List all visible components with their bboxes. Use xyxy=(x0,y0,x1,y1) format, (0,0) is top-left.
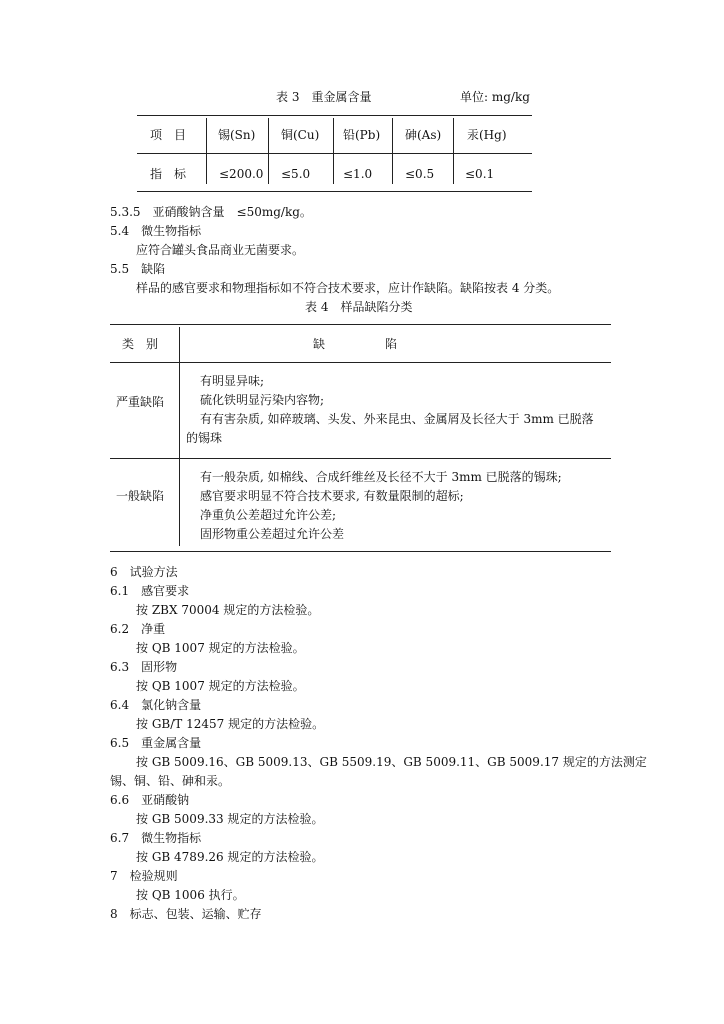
paragraph-6-7: 按 GB 4789.26 规定的方法检验。 xyxy=(136,850,324,864)
heading-6-6: 6.6 亚硝酸钠 xyxy=(110,793,190,807)
paragraph-5-4: 应符合罐头食品商业无菌要求。 xyxy=(136,243,305,257)
table3-bottom-rule xyxy=(137,191,532,192)
table3-col-separator xyxy=(453,118,454,184)
table3-value-cell: ≤0.5 xyxy=(405,167,435,181)
heading-6-4: 6.4 氯化钠含量 xyxy=(110,698,202,712)
table3-col-separator xyxy=(392,118,393,184)
table4-defect-item: 有有害杂质, 如碎玻璃、头发、外来昆虫、金属屑及长径大于 3mm 已脱落 xyxy=(200,412,594,426)
table3-col-separator xyxy=(206,118,207,184)
table4-col-separator xyxy=(179,327,180,546)
table4-header-rule xyxy=(110,362,611,363)
paragraph-6-5-cont: 锡、铜、铅、砷和汞。 xyxy=(110,774,231,788)
section-5-3-5: 5.3.5 亚硝酸钠含量 ≤50mg/kg。 xyxy=(110,205,312,219)
table3-top-rule xyxy=(137,115,532,116)
table4-defect-item: 固形物重公差超过允许公差 xyxy=(200,527,345,541)
table3-header-cell: 项 目 xyxy=(150,128,187,142)
table3-header-cell: 铅(Pb) xyxy=(343,128,381,142)
paragraph-6-6: 按 GB 5009.33 规定的方法检验。 xyxy=(136,812,324,826)
heading-6-1: 6.1 感官要求 xyxy=(110,584,190,598)
heading-6: 6 试验方法 xyxy=(110,565,178,579)
table3-header-cell: 锡(Sn) xyxy=(218,128,256,142)
heading-6-2: 6.2 净重 xyxy=(110,622,166,636)
table4-header-defect: 缺 陷 xyxy=(313,337,398,351)
table4-row-rule xyxy=(110,458,611,459)
table3-header-cell: 砷(As) xyxy=(405,128,442,142)
paragraph-5-5: 样品的感官要求和物理指标如不符合技术要求，应计作缺陷。缺陷按表 4 分类。 xyxy=(136,281,560,295)
table3-col-separator xyxy=(268,118,269,184)
heading-8: 8 标志、包装、运输、贮存 xyxy=(110,907,262,921)
heading-5-5: 5.5 缺陷 xyxy=(110,262,166,276)
table3-header-cell: 铜(Cu) xyxy=(281,128,320,142)
table3-col-separator xyxy=(333,118,334,184)
heading-6-3: 6.3 固形物 xyxy=(110,660,178,674)
table4-defect-item: 的锡珠 xyxy=(186,431,223,445)
table4-header-category: 类 别 xyxy=(122,337,159,351)
table4-defect-item: 净重负公差超过允许公差; xyxy=(200,508,337,522)
paragraph-6-4: 按 GB/T 12457 规定的方法检验。 xyxy=(136,717,325,731)
paragraph-6-2: 按 QB 1007 规定的方法检验。 xyxy=(136,641,305,655)
heading-6-7: 6.7 微生物指标 xyxy=(110,831,202,845)
paragraph-7: 按 QB 1006 执行。 xyxy=(136,888,245,902)
table4-defect-item: 有一般杂质, 如棉线、合成纤维丝及长径不大于 3mm 已脱落的锡珠; xyxy=(200,470,562,484)
table3-unit: 单位: mg/kg xyxy=(460,90,530,104)
paragraph-6-5: 按 GB 5009.16、GB 5009.13、GB 5509.19、GB 5009.11、GB 5009.17 规定的方法测定 xyxy=(136,755,647,769)
table3-value-cell: ≤0.1 xyxy=(465,167,495,181)
table4-bottom-rule xyxy=(110,551,611,552)
table4-category-general: 一般缺陷 xyxy=(116,489,165,503)
table3-caption: 表 3 重金属含量 xyxy=(276,90,372,104)
table4-top-rule xyxy=(110,324,611,325)
table3-value-cell: ≤200.0 xyxy=(219,167,264,181)
table4-caption: 表 4 样品缺陷分类 xyxy=(305,300,413,314)
table4-defect-item: 感官要求明显不符合技术要求, 有数量限制的超标; xyxy=(200,489,464,503)
heading-7: 7 检验规则 xyxy=(110,869,178,883)
table4-defect-item: 有明显异味; xyxy=(200,374,265,388)
table3-value-cell: ≤1.0 xyxy=(343,167,373,181)
table3-value-cell: ≤5.0 xyxy=(281,167,311,181)
paragraph-6-1: 按 ZBX 70004 规定的方法检验。 xyxy=(136,603,320,617)
paragraph-6-3: 按 QB 1007 规定的方法检验。 xyxy=(136,679,305,693)
table3-header-cell: 汞(Hg) xyxy=(467,128,507,142)
table3-mid-rule xyxy=(137,153,532,154)
table4-defect-item: 硫化铁明显污染内容物; xyxy=(200,393,325,407)
table3-row-label: 指 标 xyxy=(150,167,187,181)
heading-5-4: 5.4 微生物指标 xyxy=(110,224,202,238)
heading-6-5: 6.5 重金属含量 xyxy=(110,736,202,750)
table4-category-serious: 严重缺陷 xyxy=(116,395,165,409)
